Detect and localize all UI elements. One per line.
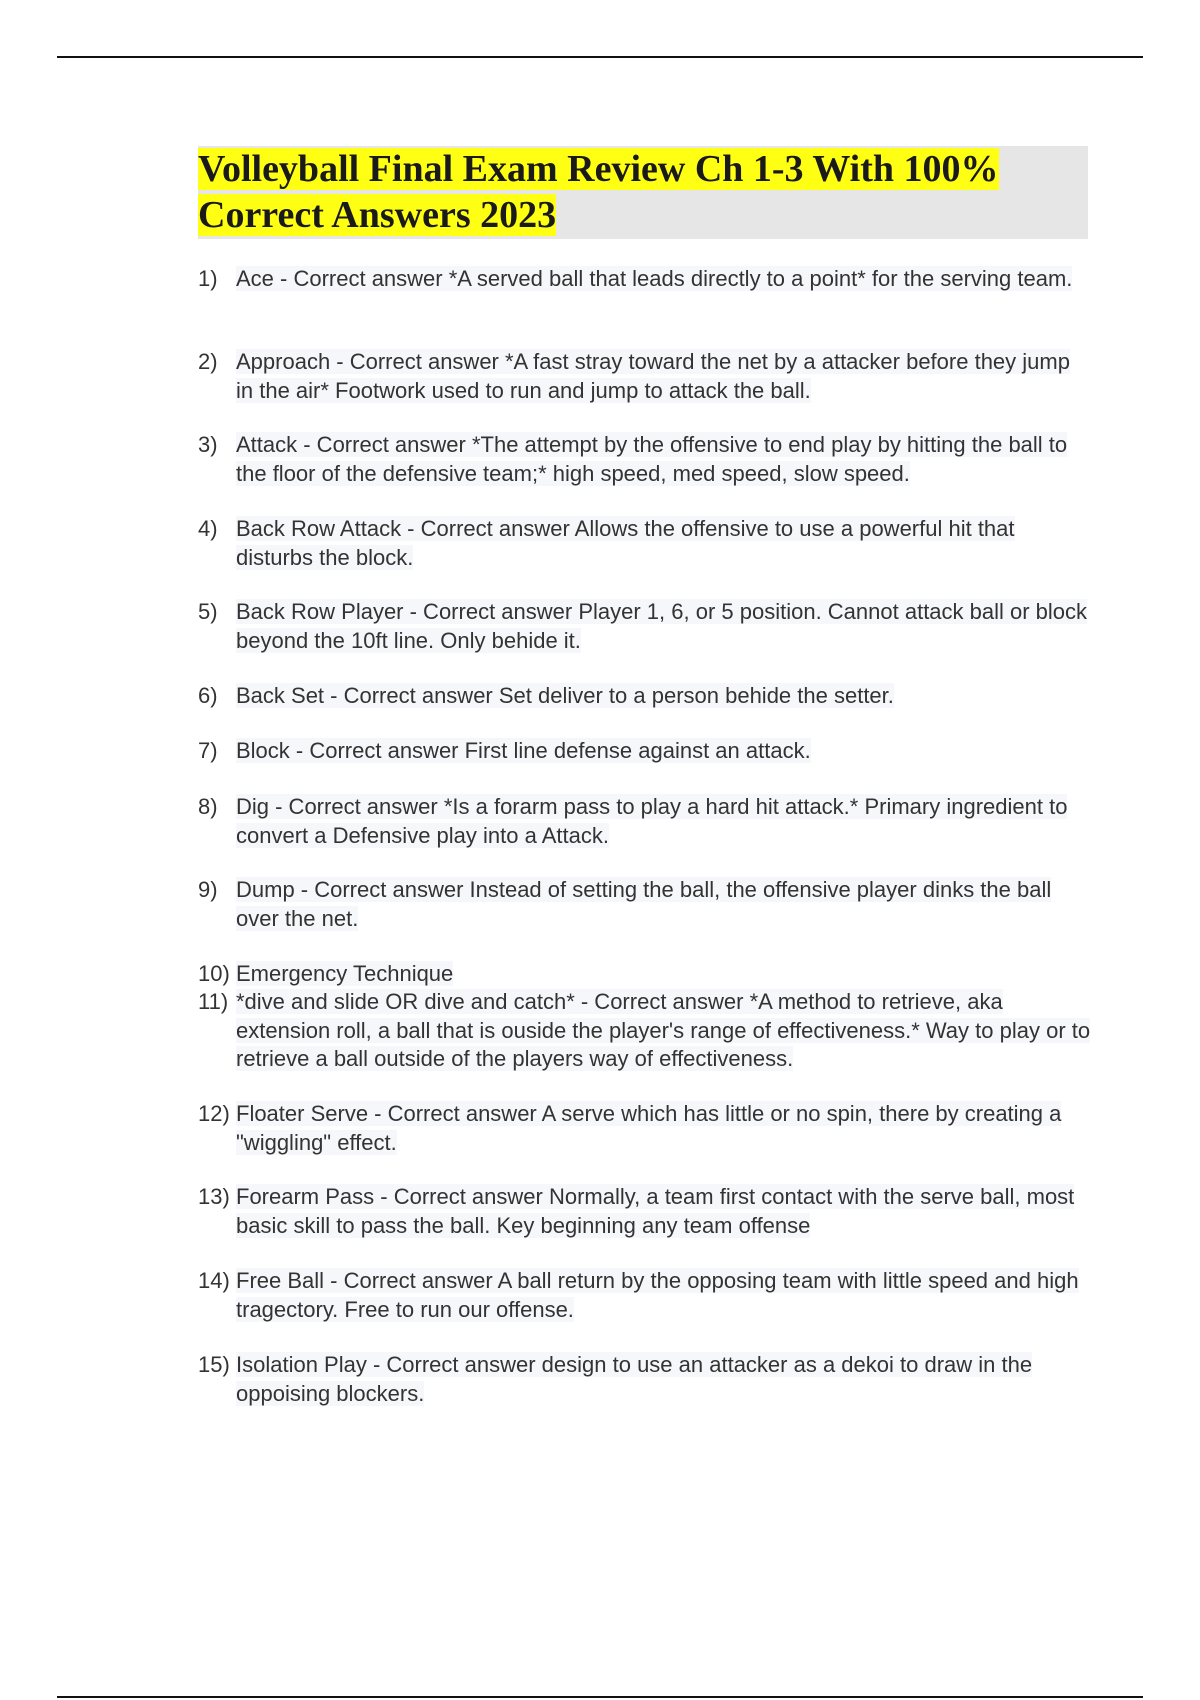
title-line-2: Correct Answers 2023 (198, 194, 557, 236)
item-number: 1) (198, 266, 218, 291)
list-item (198, 348, 1093, 405)
item-text: Approach - Correct answer *A fast stray toward the net by a attacker before they jump in the air* Footwork used to run and jump to attack the ball. (236, 349, 1070, 403)
item-number: 12) (198, 1101, 230, 1126)
item-number: 15) (198, 1352, 230, 1377)
list-item (198, 265, 1093, 294)
item-number: 11) (198, 989, 229, 1014)
item-number: 10) (198, 961, 230, 986)
item-text: Dig - Correct answer *Is a forarm pass to play a hard hit attack.* Primary ingredient to convert a Defensive play into a Attack. (236, 794, 1068, 848)
item-number: 13) (198, 1184, 230, 1209)
list-item (198, 988, 1093, 1074)
item-number: 14) (198, 1268, 230, 1293)
item-text: Isolation Play - Correct answer design to use an attacker as a dekoi to draw in the oppoising blockers. (236, 1352, 1033, 1406)
item-text: Emergency Technique (236, 961, 454, 986)
title-block (198, 146, 1088, 239)
title-line-1: Volleyball Final Exam Review Ch 1-3 With 100% (198, 148, 999, 190)
list-item (198, 737, 1093, 766)
item-number: 3) (198, 432, 218, 457)
list-item (198, 1351, 1093, 1408)
item-text: Floater Serve - Correct answer A serve which has little or no spin, there by creating a "wiggling" effect. (236, 1101, 1062, 1155)
list-item (198, 1183, 1093, 1240)
item-text: *dive and slide OR dive and catch* - Correct answer *A method to retrieve, aka extension roll, a ball that is ouside the player's range of effectiveness.* Way to play or to retrieve a ball outside of the players way of effectiveness. (236, 989, 1091, 1071)
item-text: Ace - Correct answer *A served ball that leads directly to a point* for the serving team. (236, 266, 1073, 291)
item-text: Block - Correct answer First line defense against an attack. (236, 738, 811, 763)
item-number: 2) (198, 349, 218, 374)
item-number: 8) (198, 794, 218, 819)
item-text: Attack - Correct answer *The attempt by the offensive to end play by hitting the ball to the floor of the defensive team;* high speed, med speed, slow speed. (236, 432, 1068, 486)
list-item (198, 960, 1093, 989)
item-text: Free Ball - Correct answer A ball return by the opposing team with little speed and high tragectory. Free to run our offense. (236, 1268, 1079, 1322)
document-title (198, 146, 1088, 238)
list-item (198, 598, 1093, 655)
item-number: 6) (198, 683, 218, 708)
item-text: Back Row Player - Correct answer Player 1, 6, or 5 position. Cannot attack ball or block beyond the 10ft line. Only behide it. (236, 599, 1088, 653)
list-item (198, 682, 1093, 711)
list-item (198, 1267, 1093, 1324)
item-number: 5) (198, 599, 218, 624)
list-item (198, 793, 1093, 850)
item-text: Back Set - Correct answer Set deliver to a person behide the setter. (236, 683, 894, 708)
item-text: Back Row Attack - Correct answer Allows the offensive to use a powerful hit that disturbs the block. (236, 516, 1015, 570)
item-number: 4) (198, 516, 218, 541)
item-number: 7) (198, 738, 218, 763)
list-item (198, 515, 1093, 572)
item-text: Forearm Pass - Correct answer Normally, a team first contact with the serve ball, most basic skill to pass the ball. Key beginning any team offense (236, 1184, 1075, 1238)
list-item (198, 876, 1093, 933)
top-rule (57, 56, 1143, 58)
bottom-rule (57, 1696, 1143, 1698)
list-item (198, 431, 1093, 488)
item-number: 9) (198, 877, 218, 902)
list-item (198, 1100, 1093, 1157)
item-text: Dump - Correct answer Instead of setting the ball, the offensive player dinks the ball over the net. (236, 877, 1052, 931)
